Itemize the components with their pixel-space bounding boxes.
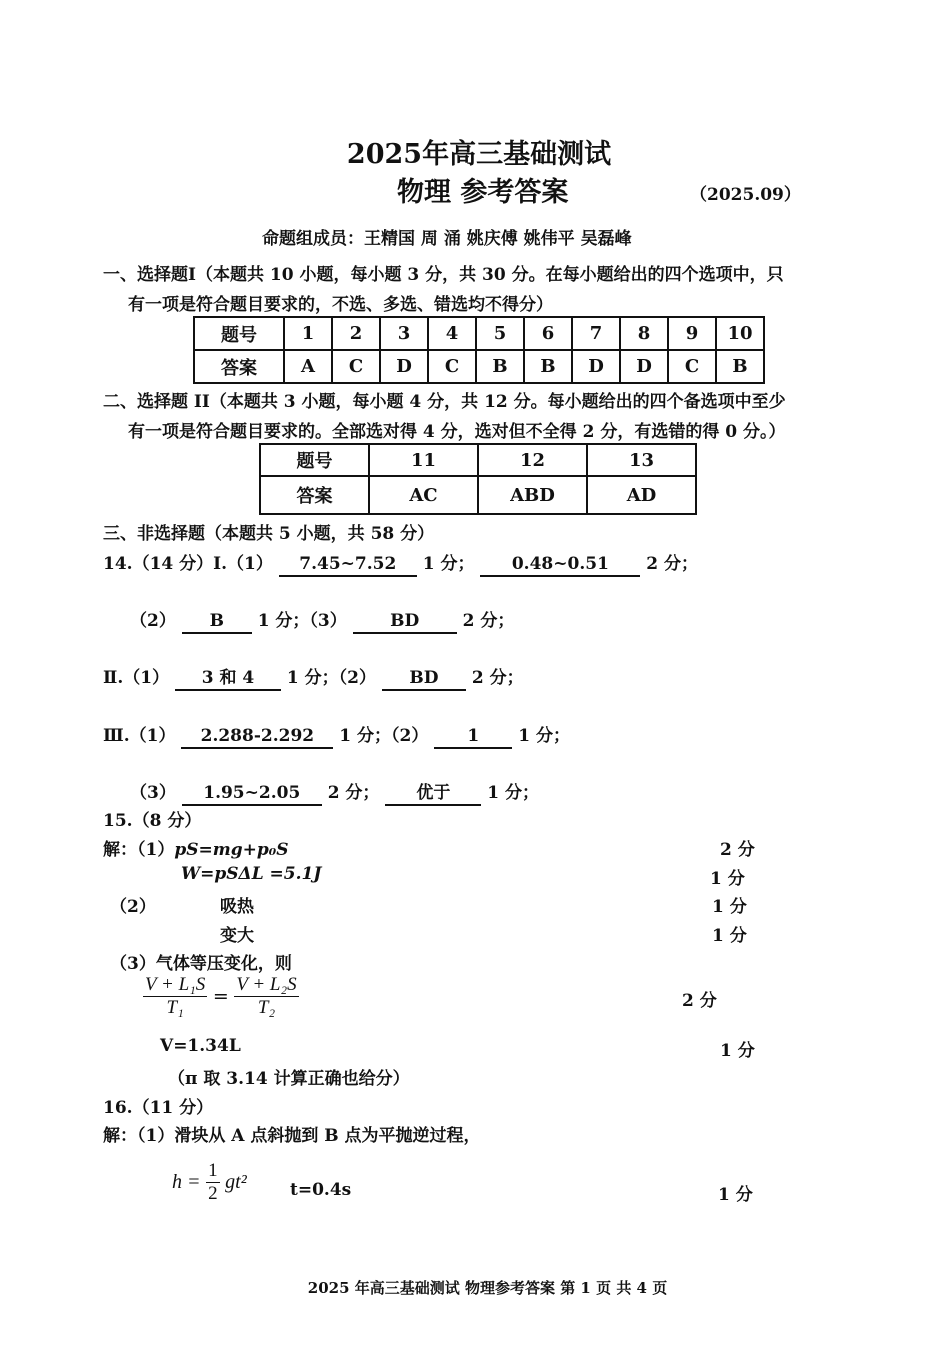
score: 2 分 [720,840,755,860]
answer-text: 吸热 [220,897,254,917]
section1-instructions: 一、选择题Ⅰ（本题共 10 小题，每小题 3 分，共 30 分。在每小题给出的四个选项中，只 有一项是符合题目要求的，不选、多选、错选均不得分） [103,265,784,315]
answer-cell: AD [587,476,696,514]
equation: pS=mg+p₀S [174,840,289,860]
equation: W=pSΔL =5.1J [181,864,322,884]
q16-label: 16.（11 分） [103,1098,214,1118]
answer-cell: C [668,350,716,383]
exam-date: （2025.09） [690,185,801,205]
answer-blank: 2.288-2.292 [181,725,333,749]
question-number: 3 [380,317,428,350]
question-number: 5 [476,317,524,350]
kinematics-equation: h = $\frac{1}{2}$ gt² [172,1160,247,1204]
score: 1 分 [710,869,745,889]
table-row-numbers [260,444,696,476]
page-footer: 2025 年高三基础测试 物理参考答案 第 1 页 共 4 页 [307,1279,668,1297]
note: （π 取 3.14 计算正确也给分） [168,1069,410,1089]
table-header-label: 题号 [260,444,369,476]
answer-text: 变大 [220,926,254,946]
answer-cell: ABD [478,476,587,514]
answer-blank: 0.48~0.51 [480,553,640,577]
q16-solution-1: 解：（1）滑块从 A 点斜抛到 B 点为平抛逆过程， [103,1126,481,1146]
page-subtitle: 物理 参考答案 [397,177,569,208]
table-answer-label: 答案 [194,350,284,383]
question-number: 4 [428,317,476,350]
table-answer-label: 答案 [260,476,369,514]
section2-instructions: 二、选择题 II（本题共 3 小题，每小题 4 分，共 12 分。每小题给出的四个备选项中至少 有一项是符合题目要求的。全部选对得 4 分，选对但不全得 2 分，有选错的得 0 分。） [103,392,786,442]
table-row-numbers [194,317,764,350]
question-number: 1 [284,317,332,350]
answer-cell: B [476,350,524,383]
q14-line1: 14.（14 分）Ⅰ.（1） 7.45~7.52 1 分； 0.48~0.51 2 分； [103,549,698,577]
answer-blank: 7.45~7.52 [279,553,417,577]
result: V=1.34L [160,1036,241,1056]
answer-cell: D [380,350,428,383]
q15-label: 15.（8 分） [103,811,202,831]
question-number: 6 [524,317,572,350]
score: 1 分 [718,1185,753,1205]
q14-line5: （3） 1.95~2.05 2 分； 优于 1 分； [130,778,539,806]
section3-heading: 三、非选择题（本题共 5 小题，共 58 分） [103,524,435,544]
table-row-answers [194,350,764,383]
answer-cell: C [332,350,380,383]
score: 2 分 [682,991,717,1011]
question-number: 11 [369,444,478,476]
fraction: $\frac{\text{V + L₁S}}{\text{T₁}}$ [145,974,206,1018]
answer-blank: 1.95~2.05 [182,782,322,806]
answer-cell: D [572,350,620,383]
answer-blank: 1 [434,725,512,749]
answer-cell: D [620,350,668,383]
q15-part3: （3）气体等压变化，则 [110,954,292,974]
q15-solution-1: 解：（1）pS=mg+p₀S [103,840,289,860]
question-number: 9 [668,317,716,350]
committee-members: 命题组成员：王精国 周 涌 姚庆傅 姚伟平 吴磊峰 [262,229,632,249]
question-number: 13 [587,444,696,476]
fraction: $\frac{1}{2}$ [208,1160,218,1204]
answer-cell: C [428,350,476,383]
page-title: 2025年高三基础测试 [346,139,612,170]
q14-line3: Ⅱ.（1） 3 和 4 1 分；（2） BD 2 分； [103,663,524,691]
answer-blank: 优于 [385,782,481,806]
q14-line4: Ⅲ.（1） 2.288-2.292 1 分；（2） 1 1 分； [103,721,570,749]
question-number: 8 [620,317,668,350]
answer-blank: 3 和 4 [175,667,281,691]
q14-line2: （2） B 1 分；（3） BD 2 分； [130,606,514,634]
question-number: 2 [332,317,380,350]
score: 1 分 [720,1041,755,1061]
section1-answer-table [193,316,765,384]
q15-part2-label: （2） [110,897,156,917]
answer-cell: AC [369,476,478,514]
answer-cell: A [284,350,332,383]
table-header-label: 题号 [194,317,284,350]
answer-blank: B [182,610,252,634]
section2-answer-table [259,443,697,515]
score: 1 分 [712,897,747,917]
result: t=0.4s [290,1180,352,1200]
question-number: 7 [572,317,620,350]
score: 1 分 [712,926,747,946]
answer-blank: BD [353,610,457,634]
answer-cell: B [716,350,764,383]
question-number: 10 [716,317,764,350]
answer-cell: B [524,350,572,383]
table-row-answers [260,476,696,514]
fraction-equation: $\frac{\text{V + L₁S}}{\text{T₁}}$ = $\frac{\text{V + L₂S}}{\text{T₂}}$ [145,974,297,1018]
question-number: 12 [478,444,587,476]
answer-blank: BD [382,667,466,691]
fraction: $\frac{\text{V + L₂S}}{\text{T₂}}$ [236,974,297,1018]
